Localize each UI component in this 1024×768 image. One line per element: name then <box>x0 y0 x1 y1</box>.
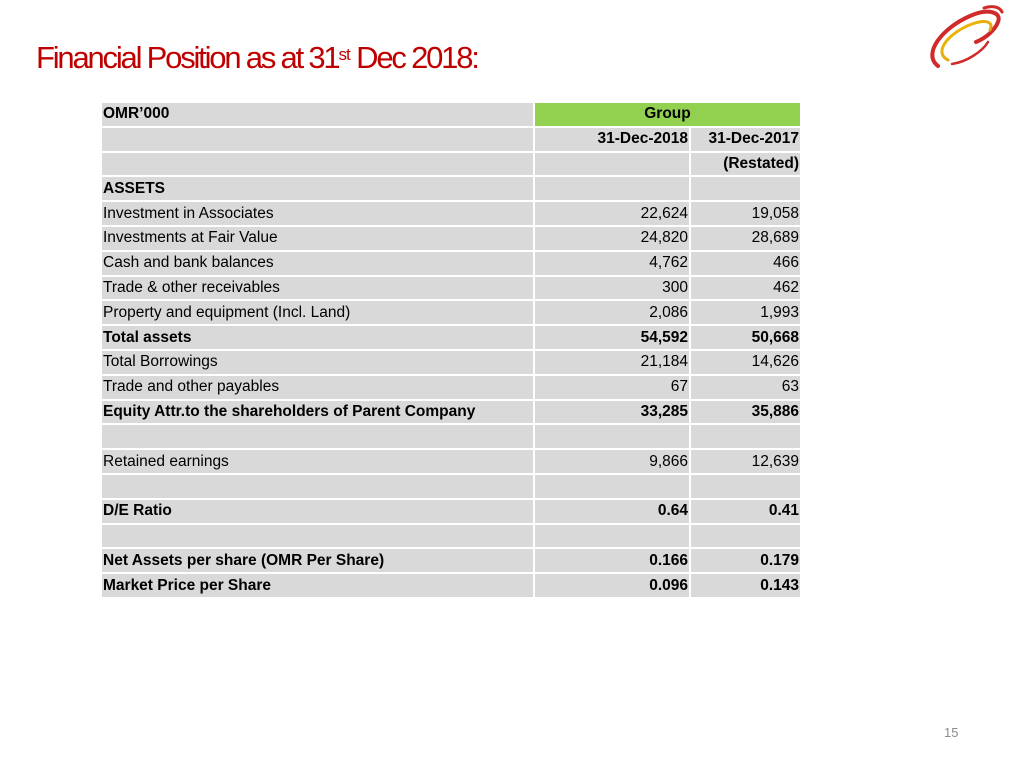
value-2017: 50,668 <box>691 326 802 351</box>
value-2017: 0.41 <box>691 500 802 525</box>
title-main: Financial Position as at 31 <box>36 40 339 75</box>
value-2017: 28,689 <box>691 227 802 252</box>
value-2017: 63 <box>691 376 802 401</box>
value-2017 <box>691 425 802 450</box>
restated-note: (Restated) <box>691 153 802 178</box>
assets-heading: ASSETS <box>102 177 535 202</box>
value-2018 <box>535 525 691 550</box>
row-label <box>102 525 535 550</box>
restated-row <box>102 153 802 178</box>
table-row <box>102 351 802 376</box>
restated-blank-2018 <box>535 153 691 178</box>
group-header: Group <box>535 103 802 128</box>
value-2018 <box>535 475 691 500</box>
table-header-row <box>102 103 802 128</box>
row-label: Trade & other receivables <box>102 277 535 302</box>
table-row <box>102 500 802 525</box>
table-row <box>102 475 802 500</box>
value-2017 <box>691 475 802 500</box>
date-2017-header: 31-Dec-2017 <box>691 128 802 153</box>
date-header-blank <box>102 128 535 153</box>
table-row <box>102 376 802 401</box>
value-2018: 67 <box>535 376 691 401</box>
page-title <box>36 38 478 78</box>
row-label: Investment in Associates <box>102 202 535 227</box>
page-number: 15 <box>944 725 959 740</box>
table-row <box>102 326 802 351</box>
currency-label: OMR’000 <box>102 103 535 128</box>
row-label <box>102 475 535 500</box>
value-2017: 462 <box>691 277 802 302</box>
value-2018: 33,285 <box>535 401 691 426</box>
row-label: Property and equipment (Incl. Land) <box>102 301 535 326</box>
value-2017: 35,886 <box>691 401 802 426</box>
value-2017 <box>691 525 802 550</box>
value-2018: 0.096 <box>535 574 691 599</box>
table-body <box>102 103 802 599</box>
assets-heading-row <box>102 177 802 202</box>
value-2018: 2,086 <box>535 301 691 326</box>
red-ring-swirl-logo-icon <box>926 4 1004 74</box>
row-label: Total Borrowings <box>102 351 535 376</box>
table-row <box>102 450 802 475</box>
row-label: D/E Ratio <box>102 500 535 525</box>
row-label: Cash and bank balances <box>102 252 535 277</box>
date-2018-header: 31-Dec-2018 <box>535 128 691 153</box>
value-2018 <box>535 425 691 450</box>
value-2018: 9,866 <box>535 450 691 475</box>
value-2017: 466 <box>691 252 802 277</box>
table-row <box>102 301 802 326</box>
table-row <box>102 574 802 599</box>
row-label <box>102 425 535 450</box>
table-row <box>102 401 802 426</box>
table-row <box>102 525 802 550</box>
value-2017: 0.179 <box>691 549 802 574</box>
value-2017: 12,639 <box>691 450 802 475</box>
table-row <box>102 227 802 252</box>
assets-blank-2017 <box>691 177 802 202</box>
value-2018: 4,762 <box>535 252 691 277</box>
table-row <box>102 202 802 227</box>
value-2018: 0.64 <box>535 500 691 525</box>
date-header-row <box>102 128 802 153</box>
table-row <box>102 425 802 450</box>
value-2018: 21,184 <box>535 351 691 376</box>
row-label: Total assets <box>102 326 535 351</box>
title-superscript: st <box>338 45 350 64</box>
assets-blank-2018 <box>535 177 691 202</box>
value-2017: 14,626 <box>691 351 802 376</box>
value-2018: 0.166 <box>535 549 691 574</box>
financial-position-table <box>102 103 802 599</box>
row-label: Equity Attr.to the shareholders of Parent Company <box>102 401 535 426</box>
row-label: Investments at Fair Value <box>102 227 535 252</box>
value-2018: 300 <box>535 277 691 302</box>
row-label: Trade and other payables <box>102 376 535 401</box>
value-2018: 22,624 <box>535 202 691 227</box>
value-2017: 19,058 <box>691 202 802 227</box>
row-label: Net Assets per share (OMR Per Share) <box>102 549 535 574</box>
row-label: Market Price per Share <box>102 574 535 599</box>
table-row <box>102 277 802 302</box>
value-2017: 1,993 <box>691 301 802 326</box>
value-2018: 54,592 <box>535 326 691 351</box>
table-row <box>102 549 802 574</box>
restated-blank <box>102 153 535 178</box>
table-row <box>102 252 802 277</box>
value-2017: 0.143 <box>691 574 802 599</box>
title-tail: Dec 2018: <box>349 40 478 75</box>
value-2018: 24,820 <box>535 227 691 252</box>
row-label: Retained earnings <box>102 450 535 475</box>
